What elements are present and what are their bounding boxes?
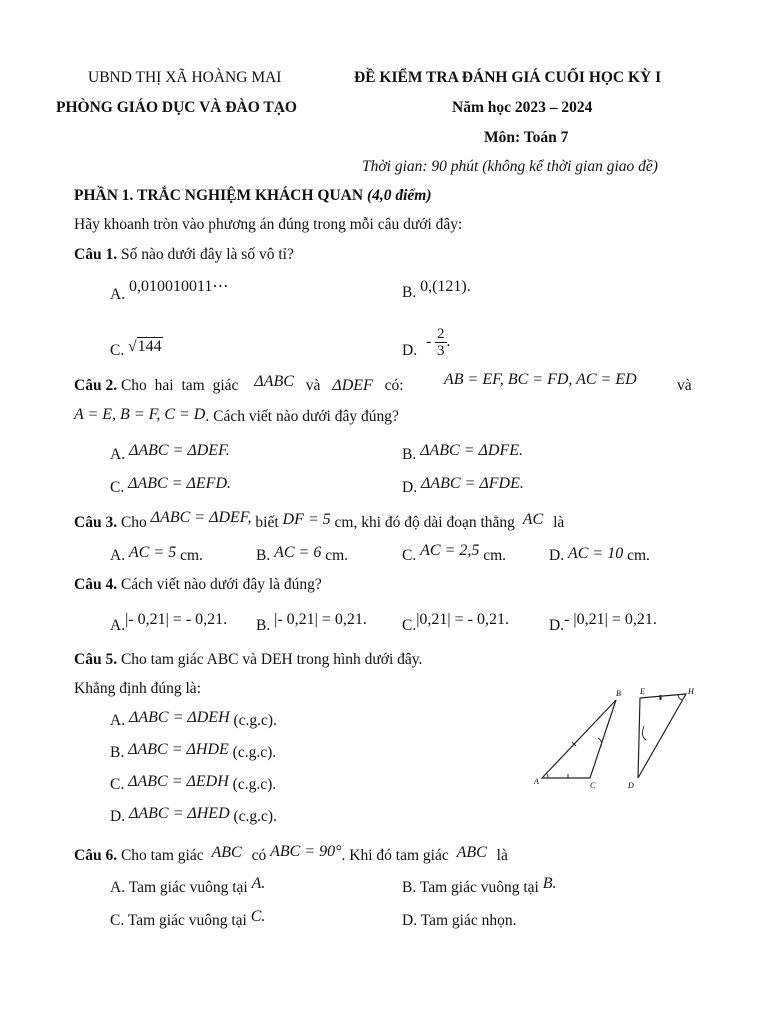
q6-stem — [74, 843, 508, 865]
q1-b-value: 0,(121). — [420, 278, 471, 295]
q4-option-d[interactable] — [549, 611, 657, 635]
q1-label: Câu 1. — [74, 246, 118, 263]
unit: cm. — [483, 547, 507, 564]
criterion: (c.g.c). — [233, 712, 277, 729]
fraction — [435, 326, 447, 359]
option-letter: C. — [110, 342, 125, 359]
vertex-label: D — [628, 781, 634, 790]
option-letter: C. — [402, 617, 417, 634]
option-letter: C. — [110, 912, 125, 929]
fraction-expression — [426, 326, 450, 359]
vertex-label: C — [590, 781, 596, 790]
q6-la: là — [496, 847, 508, 864]
q2-va: và — [677, 377, 692, 394]
q3-stem — [74, 509, 565, 532]
subject: Môn: Toán 7 — [484, 129, 569, 146]
q6-option-a[interactable] — [110, 875, 266, 897]
q3-text: cm, khi đó độ dài đoạn thẳng — [334, 514, 515, 531]
option-letter: D. — [402, 912, 418, 929]
triangles-figure — [528, 680, 708, 800]
q3-b-value: AC = 6 — [274, 544, 322, 561]
q2-option-a[interactable] — [110, 442, 230, 464]
option-letter: B. — [402, 284, 417, 301]
sqrt-icon: √ — [128, 338, 137, 355]
q3-label: Câu 3. — [74, 514, 118, 531]
q1-a-value: 0,010010011⋯ — [128, 278, 229, 295]
exam-title: ĐỀ KIỂM TRA ĐÁNH GIÁ CUỐI HỌC KỲ I — [354, 69, 662, 86]
q5-option-c[interactable] — [110, 773, 277, 794]
q1-option-d[interactable] — [402, 326, 451, 360]
q3-c-value: AC = 2,5 — [420, 542, 480, 559]
q3-df: DF = 5 — [282, 511, 331, 528]
department-name: PHÒNG GIÁO DỤC VÀ ĐÀO TẠO — [56, 99, 297, 116]
q6-text2: . Khi đó tam giác — [341, 847, 449, 864]
q6-co: có — [251, 847, 267, 864]
q2-triangle2: ΔDEF — [332, 377, 373, 394]
q2-stem-line2 — [74, 408, 399, 426]
q4-b-value: |- 0,21| = 0,21. — [274, 611, 367, 628]
q2-option-d[interactable] — [402, 475, 524, 497]
q6-option-d[interactable] — [402, 912, 516, 930]
q3-biet: biết — [255, 514, 279, 531]
q6-d-text: Tam giác nhọn. — [420, 912, 517, 929]
q3-option-b[interactable] — [256, 544, 349, 565]
part1-instruction: Hãy khoanh tròn vào phương án đúng trong mỗi câu dưới đây: — [74, 216, 463, 233]
q2-option-b[interactable] — [402, 442, 523, 464]
option-letter: A. — [110, 712, 126, 729]
q1-text: Số nào dưới đây là số vô tỉ? — [120, 246, 294, 263]
q5-d-value: ΔABC = ΔHED — [128, 805, 230, 822]
q5-b-value: ΔABC = ΔHDE — [128, 741, 229, 758]
option-letter: A. — [110, 446, 126, 463]
school-year: Năm học 2023 – 2024 — [452, 99, 593, 116]
q2-text2: . Cách viết nào dưới đây đúng? — [205, 408, 399, 425]
option-letter: A. — [110, 547, 126, 564]
option-letter: A. — [110, 286, 126, 303]
minus-sign: - — [426, 333, 432, 351]
option-letter: A. — [110, 879, 126, 896]
q3-option-d[interactable] — [549, 547, 650, 565]
q2-b-value: ΔABC = ΔDFE. — [420, 442, 523, 459]
q2-a-value: ΔABC = ΔDEF. — [128, 442, 230, 459]
q6-abc: ABC — [211, 844, 242, 861]
q5-label: Câu 5. — [74, 651, 118, 668]
vertex-label: A — [534, 777, 539, 786]
q5-stem-line1 — [74, 651, 422, 669]
q3-option-a[interactable] — [110, 544, 203, 565]
q6-b-text: Tam giác vuông tại — [419, 879, 539, 896]
triangle-abc — [542, 700, 616, 778]
unit: cm. — [627, 547, 650, 564]
q4-a-value: |- 0,21| = - 0,21. — [125, 611, 228, 628]
criterion: (c.g.c). — [232, 744, 277, 761]
option-letter: B. — [402, 879, 417, 896]
q2-text1: Cho hai tam giác — [120, 377, 239, 394]
unit: cm. — [180, 547, 203, 564]
q3-ac: AC — [522, 511, 544, 528]
q4-stem — [74, 576, 322, 594]
q3-congruence: ΔABC = ΔDEF, — [150, 509, 252, 526]
q6-a-text: Tam giác vuông tại — [128, 879, 248, 896]
triangle-deh — [638, 694, 686, 778]
q5-stem-line2: Khẳng định đúng là: — [74, 680, 201, 697]
q6-angle: ABC = 90° — [270, 843, 342, 860]
duration: Thời gian: 90 phút (không kể thời gian giao đề) — [362, 158, 658, 175]
q6-a-value: A. — [251, 875, 266, 892]
period: . — [446, 333, 451, 351]
option-letter: D. — [549, 547, 565, 564]
q3-la: là — [553, 514, 565, 531]
q6-c-value: C. — [250, 908, 266, 925]
q6-b-value: B. — [542, 875, 557, 892]
q2-c-value: ΔABC = ΔEFD. — [128, 475, 231, 492]
q1-c-value: 144 — [137, 338, 162, 355]
q4-c-value: |0,21| = - 0,21. — [416, 611, 509, 628]
option-letter: D. — [110, 808, 126, 825]
option-letter: C. — [402, 547, 417, 564]
q6-text1: Cho tam giác — [120, 847, 204, 864]
q3-a-value: AC = 5 — [128, 544, 177, 561]
q1-option-c[interactable] — [110, 338, 163, 360]
vertex-label: H — [688, 687, 694, 696]
q6-abc2: ABC — [456, 844, 487, 861]
option-letter: B. — [256, 547, 271, 564]
q3-option-c[interactable] — [402, 542, 507, 565]
q2-stem-line1 — [74, 373, 404, 395]
q2-angles: A = E, B = F, C = D — [74, 406, 206, 423]
option-letter: C. — [110, 776, 125, 793]
q6-label: Câu 6. — [74, 847, 118, 864]
q4-option-a[interactable] — [110, 611, 228, 635]
q1-option-a[interactable] — [110, 278, 229, 304]
vertex-label: B — [616, 689, 621, 698]
q4-label: Câu 4. — [74, 576, 118, 593]
option-letter: B. — [110, 744, 125, 761]
q4-option-b[interactable] — [256, 611, 367, 635]
part1-heading — [74, 187, 432, 205]
option-letter: C. — [110, 479, 125, 496]
q5-a-value: ΔABC = ΔDEH — [128, 709, 230, 726]
part1-points: (4,0 điểm) — [366, 187, 432, 204]
option-letter: B. — [256, 617, 271, 634]
q3-d-value: AC = 10 — [567, 545, 624, 562]
vertex-label: E — [640, 687, 645, 696]
q6-option-c[interactable] — [110, 908, 266, 930]
q1-stem — [74, 246, 294, 264]
district-name: UBND THỊ XÃ HOÀNG MAI — [88, 69, 282, 86]
option-letter: D. — [402, 479, 418, 496]
q6-option-b[interactable] — [402, 875, 557, 897]
q2-d-value: ΔABC = ΔFDE. — [420, 475, 524, 492]
q2-option-c[interactable] — [110, 475, 231, 497]
q5-option-d[interactable] — [110, 805, 277, 826]
option-letter: B. — [402, 446, 417, 463]
option-letter: D. — [402, 342, 418, 359]
q2-triangle1: ΔABC — [254, 373, 294, 390]
denominator: 3 — [437, 343, 445, 359]
q5-option-b[interactable] — [110, 741, 277, 762]
q4-option-c[interactable] — [402, 611, 509, 635]
q1-option-b[interactable] — [402, 278, 471, 302]
q5-option-a[interactable] — [110, 709, 277, 730]
sqrt-expression — [128, 338, 163, 355]
criterion: (c.g.c). — [232, 776, 277, 793]
q6-c-text: Tam giác vuông tại — [127, 912, 247, 929]
q2-and: và — [305, 377, 321, 394]
criterion: (c.g.c). — [233, 808, 277, 825]
q5-c-value: ΔABC = ΔEDH — [128, 773, 229, 790]
q2-co: có: — [384, 377, 404, 394]
q4-d-value: - |0,21| = 0,21. — [564, 611, 657, 628]
numerator: 2 — [437, 326, 445, 342]
option-letter: D. — [549, 617, 565, 634]
q5-text1: Cho tam giác ABC và DEH trong hình dưới đây. — [120, 651, 423, 668]
option-letter: A. — [110, 617, 126, 634]
q2-label: Câu 2. — [74, 377, 118, 394]
q2-equalities: AB = EF, BC = FD, AC = ED — [444, 371, 637, 388]
q4-text: Cách viết nào dưới đây là đúng? — [120, 576, 322, 593]
q3-cho: Cho — [120, 514, 147, 531]
part1-title: PHẦN 1. TRẮC NGHIỆM KHÁCH QUAN — [74, 187, 364, 204]
unit: cm. — [325, 547, 349, 564]
